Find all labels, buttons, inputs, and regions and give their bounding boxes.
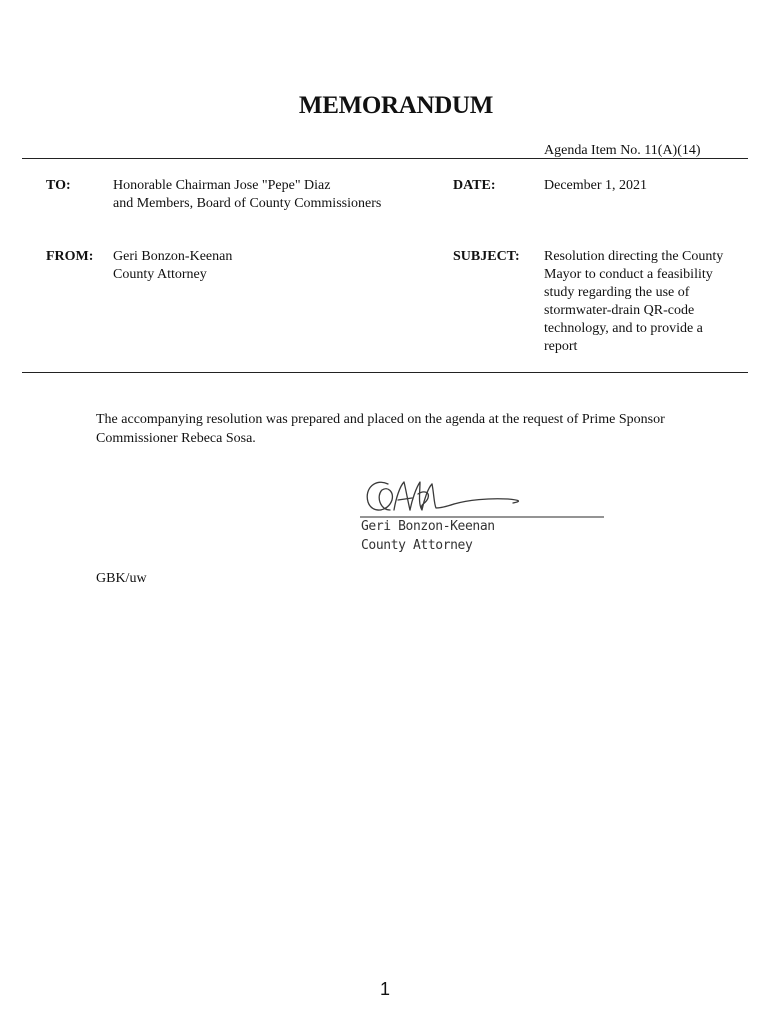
date-value: December 1, 2021	[544, 178, 648, 193]
page-number: 1	[379, 979, 390, 999]
signature-name: Geri Bonzon-Keenan	[361, 519, 495, 534]
date-label: DATE:	[453, 178, 496, 193]
header-divider	[22, 158, 748, 159]
from-sender	[113, 248, 232, 284]
subject-line: stormwater-drain QR-code	[544, 303, 695, 318]
subject-text	[544, 248, 754, 356]
to-recipient	[113, 177, 381, 213]
to-line-1: Honorable Chairman Jose "Pepe" Diaz	[113, 178, 331, 193]
typist-initials: GBK/uw	[96, 571, 147, 586]
subject-line: Resolution directing the County	[544, 249, 724, 264]
from-line-2: County Attorney	[113, 267, 207, 282]
body-line-2: Commissioner Rebeca Sosa.	[96, 431, 256, 446]
signature-title: County Attorney	[361, 538, 473, 553]
from-label: FROM:	[46, 249, 94, 264]
from-line-1: Geri Bonzon-Keenan	[113, 249, 233, 264]
subject-line: report	[544, 339, 578, 354]
subject-line: study regarding the use of	[544, 285, 690, 300]
subject-label: SUBJECT:	[453, 249, 520, 264]
memo-title: MEMORANDUM	[298, 92, 494, 119]
subject-line: technology, and to provide a	[544, 321, 703, 336]
agenda-item-number: Agenda Item No. 11(A)(14)	[544, 143, 701, 158]
handwritten-signature	[358, 470, 608, 520]
to-line-2: and Members, Board of County Commissioners	[113, 196, 382, 211]
memo-body	[96, 410, 736, 448]
body-line-1: The accompanying resolution was prepared and placed on the agenda at the request of Prime Sponsor	[96, 412, 665, 427]
body-divider	[22, 372, 748, 373]
subject-line: Mayor to conduct a feasibility	[544, 267, 713, 282]
to-label: TO:	[46, 178, 71, 193]
